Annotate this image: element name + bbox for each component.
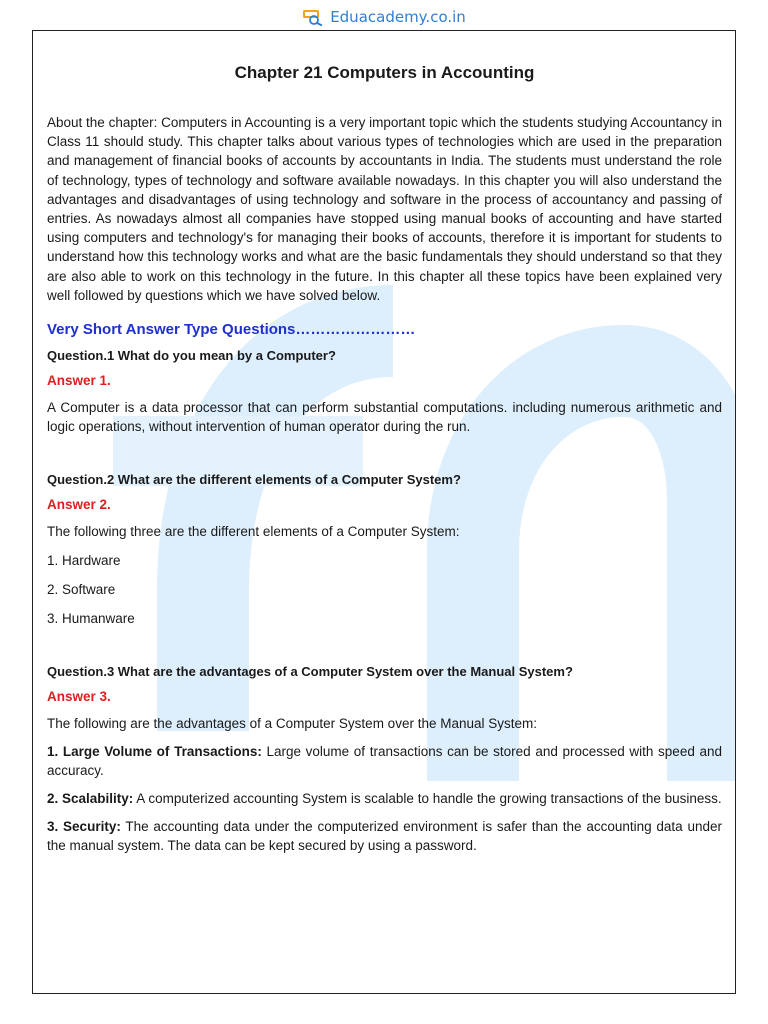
site-name[interactable]: Eduacademy.co.in [330,8,466,26]
advantage-label: 1. Large Volume of Transactions: [47,744,262,760]
section-heading: Very Short Answer Type Questions…………………… [47,321,416,339]
answer-3-lead: The following are the advantages of a Computer System over the Manual System: [47,716,538,732]
advantage-label: 2. Scalability: [47,791,134,807]
advantage-text: A computerized accounting System is scalable to handle the growing transactions of the business. [133,791,722,807]
page-title: Chapter 21 Computers in Accounting [234,63,535,82]
answer-2-lead: The following three are the different elements of a Computer System: [47,524,460,540]
intro-paragraph: About the chapter: Computers in Accounting is a very important topic which the students studying Accountancy in Class 11 should study. This chapter talks about various types of technologies which are used in the preparation and management of financial books of accounts by accountants in India. The students must understand the role of technology, types of technology and software available nowadays. In this chapter you will also understand the advantages and disadvantages of using technology and software in the process of accountancy and passing of entries. As nowadays almost all companies have stopped using manual books of accounting and have started using computers and technology's for managing their books of accounts, therefore it is important for students to understand how this technology works and what are the basic fundamentals they should understand so that they are also able to work on this technology in the future. In this chapter all these topics have been explained very well followed by questions which we have solved below. [47,115,722,303]
advantage-point [47,789,722,808]
answer-1-text: A Computer is a data processor that can perform substantial computations. including numerous arithmetic and logic operations, without intervention of human operator during the run. [47,400,722,435]
answer-1-label: Answer 1. [47,373,111,389]
list-item: 1. Hardware [47,553,121,569]
question-2: Question.2 What are the different elements of a Computer System? [47,472,461,488]
advantage-point [47,817,722,855]
answer-3-label: Answer 3. [47,689,111,705]
advantage-text: The accounting data under the computerized environment is safer than the accounting data under the manual system. The data can be kept secured by using a password. [47,819,722,854]
question-1: Question.1 What do you mean by a Computer? [47,348,336,364]
question-3: Question.3 What are the advantages of a Computer System over the Manual System? [47,664,573,680]
list-item: 2. Software [47,582,116,598]
magnifier-logo-icon [302,8,324,26]
answer-2-label: Answer 2. [47,497,111,513]
advantage-point [47,742,722,780]
page-frame [32,30,736,994]
list-item: 3. Humanware [47,611,135,627]
page-content [47,63,722,855]
site-header [0,4,768,30]
advantage-text: Large volume of transactions can be stored and processed with speed and accuracy. [47,744,722,779]
advantage-label: 3. Security: [47,819,121,835]
